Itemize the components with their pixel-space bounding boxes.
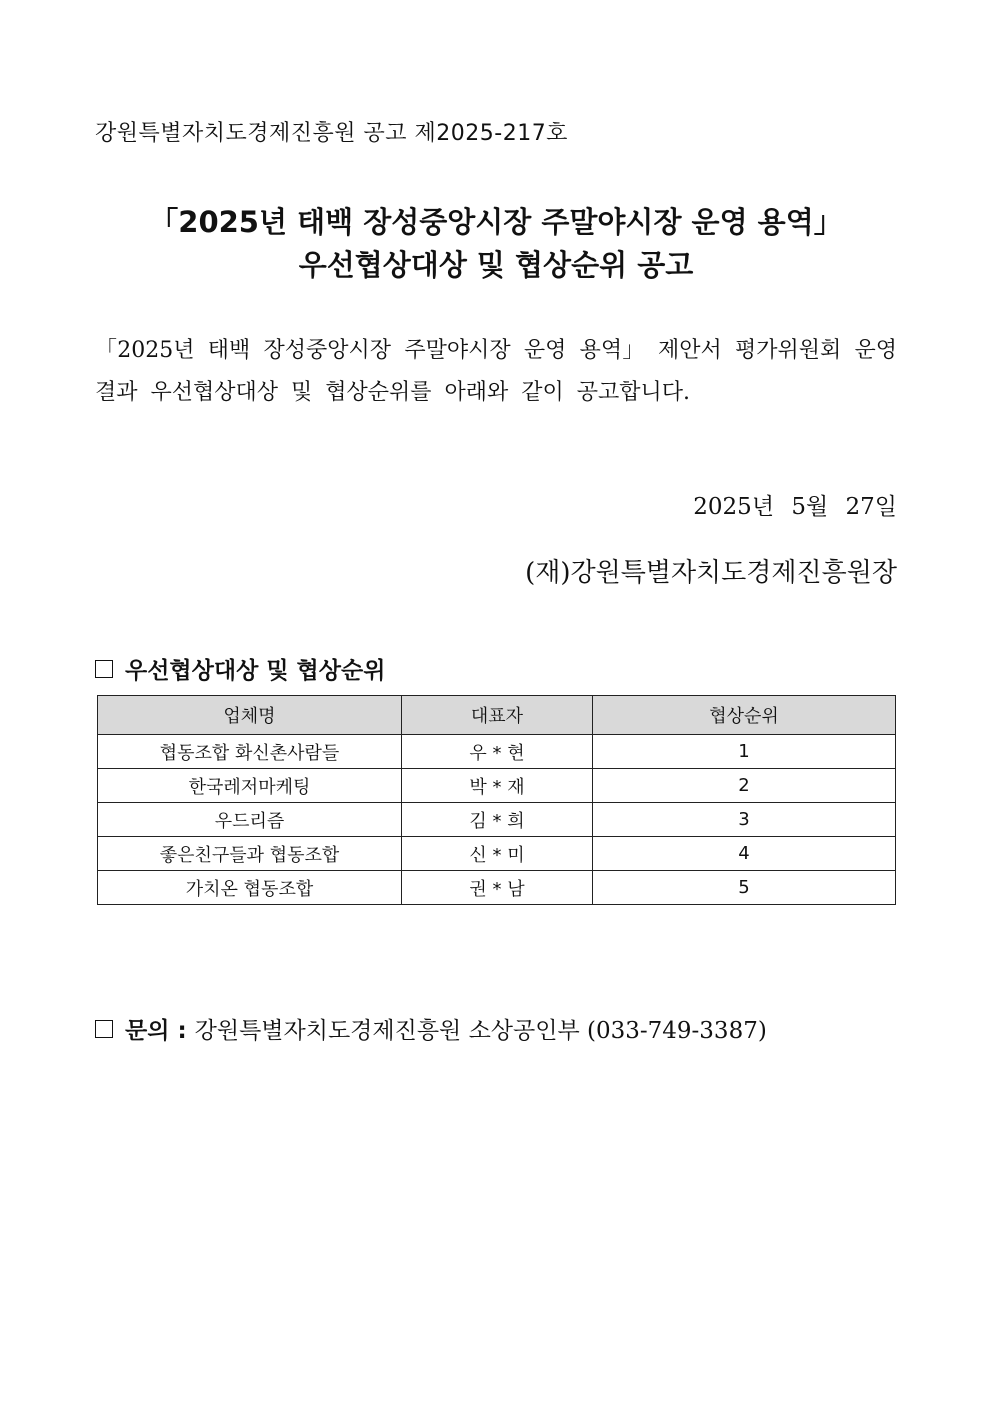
rank-cell: 5 [593,871,896,905]
inquiry-contact: 강원특별자치도경제진흥원 소상공인부 (033-749-3387) [194,1018,767,1044]
inquiry-line [95,1012,767,1045]
rank-cell: 1 [593,735,896,769]
inquiry-label: 문의 : [125,1018,187,1044]
column-header: 대표자 [402,696,593,735]
column-header: 업체명 [98,696,402,735]
page-title-line1: 「2025년 태백 장성중앙시장 주말야시장 운영 용역」 [149,205,843,239]
table-row [98,871,896,905]
company-cell: 좋은친구들과 협동조합 [98,837,402,871]
table-header-row [98,696,896,735]
representative-cell: 박 * 재 [402,769,593,803]
company-cell: 가치온 협동조합 [98,871,402,905]
section-heading-label: 우선협상대상 및 협상순위 [125,658,386,684]
table-row [98,769,896,803]
checkbox-icon [95,1020,113,1038]
checkbox-icon [95,660,113,678]
section-heading [95,652,385,685]
intro-paragraph: 「2025년 태백 장성중앙시장 주말야시장 운영 용역」 제안서 평가위원회 운영 결과 우선협상대상 및 협상순위를 아래와 같이 공고합니다. [95,338,897,405]
representative-cell: 신 * 미 [402,837,593,871]
table-row [98,803,896,837]
issuer-name: (재)강원특별자치도경제진흥원장 [525,558,897,588]
company-cell: 협동조합 화신촌사람들 [98,735,402,769]
table-row [98,735,896,769]
representative-cell: 권 * 남 [402,871,593,905]
notice-number: 강원특별자치도경제진흥원 공고 제2025-217호 [95,121,568,146]
rank-cell: 4 [593,837,896,871]
company-cell: 한국레저마케팅 [98,769,402,803]
representative-cell: 우 * 현 [402,735,593,769]
rank-cell: 3 [593,803,896,837]
representative-cell: 김 * 희 [402,803,593,837]
results-table [97,695,896,905]
company-cell: 우드리즘 [98,803,402,837]
rank-cell: 2 [593,769,896,803]
announcement-date: 2025년 5월 27일 [693,494,897,520]
column-header: 협상순위 [593,696,896,735]
page-title-line2: 우선협상대상 및 협상순위 공고 [298,248,694,282]
table-row [98,837,896,871]
